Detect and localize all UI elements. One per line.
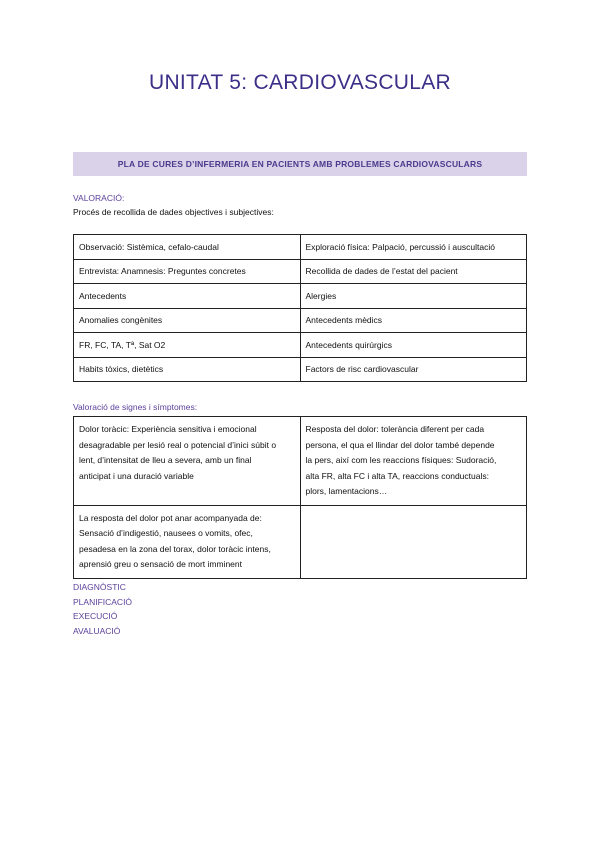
cell-line: Sensació d’indigestió, nausees o vomits, ofec, — [79, 528, 253, 538]
table-row — [74, 308, 527, 333]
section-banner — [73, 152, 527, 176]
table-cell: Alergies — [300, 284, 527, 309]
table-row — [74, 333, 527, 358]
valoracio-heading: VALORACIÓ: — [73, 193, 125, 203]
step-planificacio: PLANIFICACIÓ — [73, 596, 133, 607]
cell-line: lent, d’intensitat de lleu a severa, amb un final — [79, 455, 252, 465]
table-row — [74, 505, 527, 578]
table-cell: Factors de risc cardiovascular — [300, 357, 527, 382]
banner-text: PLA DE CURES D’INFERMERIA EN PACIENTS AMB PROBLEMES CARDIOVASCULARS — [117, 159, 483, 169]
nursing-process-steps — [73, 580, 132, 638]
table-row — [74, 235, 527, 260]
valoracio-table — [73, 234, 527, 382]
signes-heading: Valoració de signes i símptomes: — [73, 402, 198, 412]
table-cell — [300, 417, 527, 506]
cell-line: anticipat i una duració variable — [79, 470, 194, 481]
table-cell: Antecedents quirúrgics — [300, 333, 527, 358]
table-cell: Antecedents mèdics — [300, 308, 527, 333]
cell-line: desagradable per lesió real o potencial d’inici súbit o — [79, 439, 277, 450]
table-row — [74, 417, 527, 506]
valoracio-subtitle: Procés de recollida de dades objectives i subjectives: — [73, 207, 274, 217]
table-cell — [74, 417, 301, 506]
signes-table — [73, 416, 527, 579]
table-cell: Exploració física: Palpació, percussió i auscultació — [300, 235, 527, 260]
page-title: UNITAT 5: CARDIOVASCULAR — [148, 71, 452, 94]
cell-line: Dolor toràcic: Experiència sensitiva i emocional — [79, 424, 257, 434]
cell-line: la pers, així com les reaccions físiques: Sudoració, — [305, 455, 497, 465]
cell-line: Resposta del dolor: tolerància diferent per cada — [305, 424, 485, 434]
cell-line: plors, lamentacions… — [305, 486, 388, 496]
table-cell: Entrevista: Anamnesis: Preguntes concretes — [74, 259, 301, 284]
table-cell: FR, FC, TA, Tª, Sat O2 — [74, 333, 301, 358]
table-row — [74, 284, 527, 309]
step-execucio: EXECUCIÓ — [73, 611, 118, 621]
step-diagnostic: DIAGNÒSTIC — [73, 582, 126, 592]
cell-line: La resposta del dolor pot anar acompanyada de: — [79, 512, 262, 523]
step-avaluacio: AVALUACIÓ — [73, 625, 121, 636]
cell-line: pesadesa en la zona del torax, dolor toràcic intens, — [79, 543, 271, 554]
cell-line: alta FR, alta FC i alta TA, reaccions conductuals: — [305, 470, 489, 481]
cell-line: persona, el qua el llindar del dolor també depende — [305, 439, 495, 450]
empty-cell — [300, 505, 527, 578]
table-cell: Observació: Sistèmica, cefalo-caudal — [74, 235, 301, 260]
table-row — [74, 259, 527, 284]
table-cell: Recollida de dades de l’estat del pacient — [300, 259, 527, 284]
table-cell: Anomalies congènites — [74, 308, 301, 333]
table-cell: Habits tòxics, dietètics — [74, 357, 301, 382]
table-row — [74, 357, 527, 382]
table-cell — [74, 505, 301, 578]
cell-line: aprensió greu o sensació de mort imminent — [79, 559, 242, 569]
table-cell: Antecedents — [74, 284, 301, 309]
